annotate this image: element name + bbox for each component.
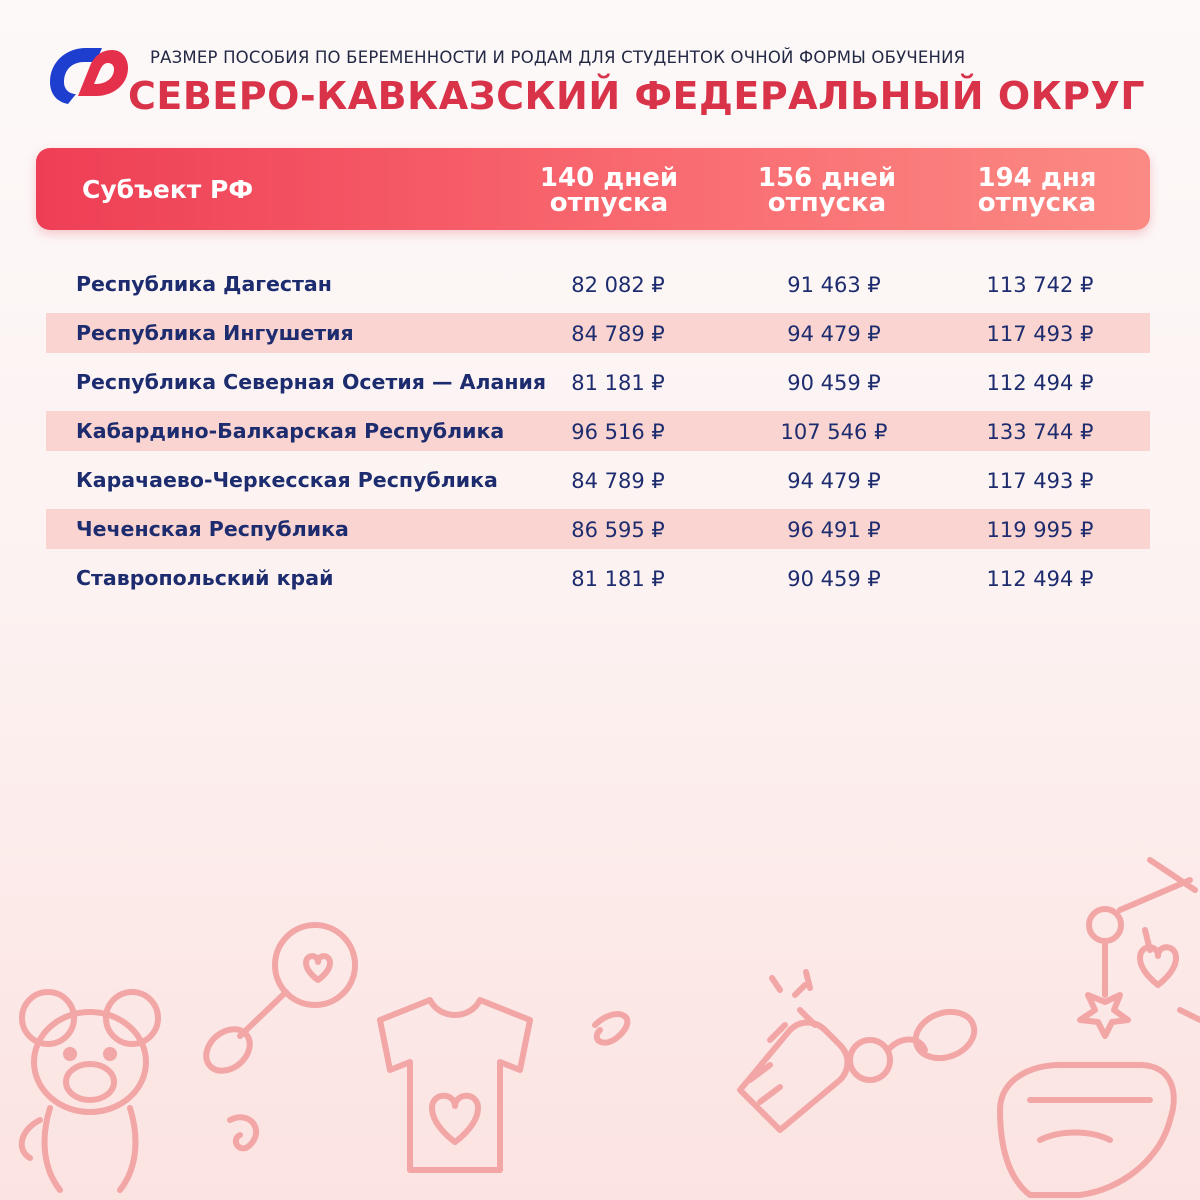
amount-194-days: 112 494 ₽ [986, 371, 1094, 395]
table-row [46, 362, 1150, 402]
column-header-line: 194 дня [977, 163, 1097, 193]
column-header-line: 140 дней [539, 163, 679, 193]
subject-name: Ставропольский край [76, 566, 334, 590]
amount-140-days: 81 181 ₽ [571, 371, 665, 395]
amount-140-days: 84 789 ₽ [571, 322, 665, 346]
subject-name: Кабардино-Балкарская Республика [76, 419, 505, 443]
amount-194-days: 112 494 ₽ [986, 567, 1094, 591]
baby-items-decoration [0, 840, 1200, 1200]
column-header-line: 156 дней [757, 163, 897, 193]
column-header-line: отпуска [549, 188, 669, 218]
amount-194-days: 133 744 ₽ [986, 420, 1094, 444]
amount-140-days: 84 789 ₽ [571, 469, 665, 493]
page-supertitle: РАЗМЕР ПОСОБИЯ ПО БЕРЕМЕННОСТИ И РОДАМ ДЛЯ СТУДЕНТОК ОЧНОЙ ФОРМЫ ОБУЧЕНИЯ [150, 48, 966, 67]
amount-156-days: 107 546 ₽ [780, 420, 888, 444]
amount-194-days: 117 493 ₽ [986, 469, 1094, 493]
amount-156-days: 90 459 ₽ [787, 567, 881, 591]
rattle-icon [198, 925, 355, 1079]
column-header-194-days [942, 163, 1132, 218]
amount-156-days: 94 479 ₽ [787, 469, 881, 493]
column-header-line: отпуска [767, 188, 887, 218]
table-row [46, 460, 1150, 500]
amount-194-days: 119 995 ₽ [986, 518, 1094, 542]
amount-140-days: 86 595 ₽ [571, 518, 665, 542]
column-header-line: отпуска [977, 188, 1097, 218]
sfr-logo-icon [44, 38, 130, 108]
table-row [46, 313, 1150, 353]
page-title: СЕВЕРО-КАВКАЗСКИЙ ФЕДЕРАЛЬНЫЙ ОКРУГ [128, 74, 1146, 118]
amount-194-days: 113 742 ₽ [986, 273, 1094, 297]
mobile-toy-icon [1080, 860, 1200, 1036]
column-header-subject: Субъект РФ [82, 175, 254, 204]
amount-140-days: 82 082 ₽ [571, 273, 665, 297]
column-header-140-days [514, 163, 704, 218]
column-header-156-days [732, 163, 922, 218]
subject-name: Республика Дагестан [76, 272, 332, 296]
diaper-icon [1000, 1065, 1174, 1195]
subject-name: Республика Северная Осетия — Алания [76, 370, 547, 394]
pacifier-icon [850, 1004, 981, 1080]
amount-156-days: 94 479 ₽ [787, 322, 881, 346]
subject-name: Чеченская Республика [76, 517, 349, 541]
baby-bodysuit-icon [230, 1000, 627, 1170]
subject-name: Республика Ингушетия [76, 321, 354, 345]
amount-140-days: 81 181 ₽ [571, 567, 665, 591]
table-row [46, 264, 1150, 304]
table-header [36, 148, 1150, 230]
amount-140-days: 96 516 ₽ [571, 420, 665, 444]
table-row [46, 509, 1150, 549]
amount-156-days: 90 459 ₽ [787, 371, 881, 395]
table-body [46, 264, 1150, 607]
baby-bottle-icon [740, 972, 848, 1130]
subject-name: Карачаево-Черкесская Республика [76, 468, 498, 492]
amount-194-days: 117 493 ₽ [986, 322, 1094, 346]
amount-156-days: 96 491 ₽ [787, 518, 881, 542]
amount-156-days: 91 463 ₽ [787, 273, 881, 297]
table-row [46, 558, 1150, 598]
table-row [46, 411, 1150, 451]
teddy-bear-icon [22, 992, 158, 1190]
